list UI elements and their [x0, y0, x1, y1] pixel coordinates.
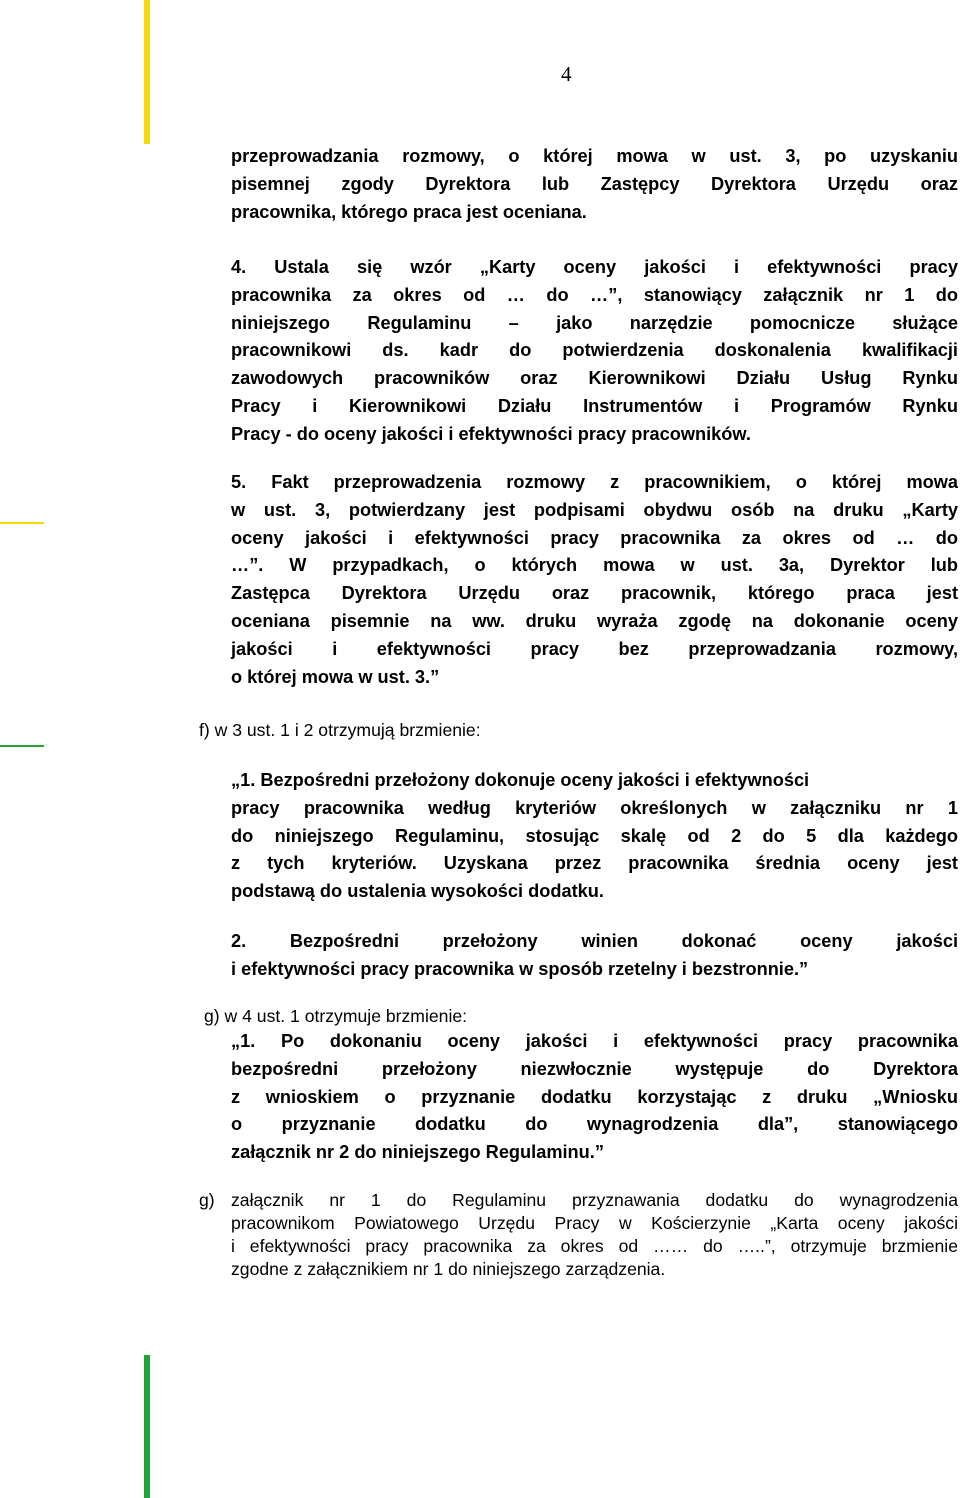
text-line: bezpośredni przełożony niezwłocznie występuje do Dyrektora [231, 1058, 958, 1079]
paragraph-f2 [231, 928, 958, 984]
text-line: przeprowadzania rozmowy, o której mowa w ust. 3, po uzyskaniu [231, 146, 958, 166]
text-line: oceniana pisemnie na ww. druku wyraża zgodę na dokonanie oceny [231, 610, 958, 631]
text-line: w ust. 3, potwierdzany jest podpisami obydwu osób na druku „Karty [231, 499, 958, 520]
item-f-heading: f) w 3 ust. 1 i 2 otrzymują brzmienie: [199, 720, 481, 740]
item-g2-label: g) [199, 1190, 215, 1210]
text-line: załącznik nr 2 do niniejszego Regulaminu.” [231, 1142, 604, 1163]
item-g-heading: g) w 4 ust. 1 otrzymuje brzmienie: [204, 1006, 468, 1026]
margin-tick-yellow [0, 522, 44, 524]
paragraph-4 [231, 254, 958, 449]
text-line: zawodowych pracowników oraz Kierownikowi Działu Usług Rynku [231, 368, 958, 389]
text-line: do niniejszego Regulaminu, stosując skalę od 2 do 5 dla każdego [231, 825, 958, 846]
text-line: podstawą do ustalenia wysokości dodatku. [231, 881, 604, 902]
text-line: z wnioskiem o przyznanie dodatku korzystając z druku „Wniosku [231, 1086, 958, 1107]
text-line: zgodne z załącznikiem nr 1 do niniejszego zarządzenia. [231, 1259, 666, 1279]
text-line: pisemnej zgody Dyrektora lub Zastępcy Dyrektora Urzędu oraz [231, 173, 958, 194]
margin-bar-yellow [144, 0, 150, 144]
text-line: załącznik nr 1 do Regulaminu przyznawania dodatku do wynagrodzenia [231, 1190, 958, 1210]
text-line: 4. Ustala się wzór „Karty oceny jakości i efektywności pracy [231, 257, 958, 277]
text-line: niniejszego Regulaminu – jako narzędzie pomocnicze służące [231, 312, 958, 333]
paragraph-g2 [231, 1189, 958, 1281]
text-line: Zastępca Dyrektora Urzędu oraz pracownik, którego praca jest [231, 583, 958, 604]
text-line: „1. Po dokonaniu oceny jakości i efektywności pracy pracownika [231, 1031, 958, 1051]
text-line: …”. W przypadkach, o których mowa w ust. 3a, Dyrektor lub [231, 555, 958, 576]
paragraph-5 [231, 469, 958, 691]
text-line: pracownika za okres od … do …”, stanowiący załącznik nr 1 do [231, 284, 958, 305]
margin-bar-green [144, 1355, 150, 1498]
page-number: 4 [561, 62, 572, 86]
text-line: pracy pracownika według kryteriów określonych w załączniku nr 1 [231, 797, 958, 818]
text-line: o której mowa w ust. 3.” [231, 666, 440, 687]
text-line: oceny jakości i efektywności pracy pracownika za okres od … do [231, 527, 958, 548]
text-line: pracownikom Powiatowego Urzędu Pracy w Kościerzynie „Karta oceny jakości [231, 1213, 958, 1233]
text-line: pracownikowi ds. kadr do potwierdzenia doskonalenia kwalifikacji [231, 340, 958, 361]
text-line: z tych kryteriów. Uzyskana przez pracownika średnia oceny jest [231, 853, 958, 874]
margin-tick-green [0, 745, 44, 747]
paragraph-f1 [231, 767, 958, 906]
text-line: 2. Bezpośredni przełożony winien dokonać oceny jakości [231, 931, 958, 951]
paragraph-intro [231, 143, 958, 226]
text-line: i efektywności pracy pracownika w sposób rzetelny i bezstronnie.” [231, 958, 809, 979]
text-line: Pracy - do oceny jakości i efektywności pracy pracowników. [231, 423, 751, 444]
text-line: „1. Bezpośredni przełożony dokonuje oceny jakości i efektywności [231, 770, 810, 790]
text-line: Pracy i Kierownikowi Działu Instrumentów i Programów Rynku [231, 395, 958, 416]
text-line: o przyznanie dodatku do wynagrodzenia dla”, stanowiącego [231, 1114, 958, 1135]
text-line: 5. Fakt przeprowadzenia rozmowy z pracownikiem, o której mowa [231, 472, 958, 492]
text-line: jakości i efektywności pracy bez przeprowadzania rozmowy, [231, 638, 958, 659]
text-line: pracownika, którego praca jest oceniana. [231, 201, 587, 222]
text-line: i efektywności pracy pracownika za okres od …… do …..”, otrzymuje brzmienie [231, 1236, 958, 1256]
paragraph-g1 [231, 1028, 958, 1167]
